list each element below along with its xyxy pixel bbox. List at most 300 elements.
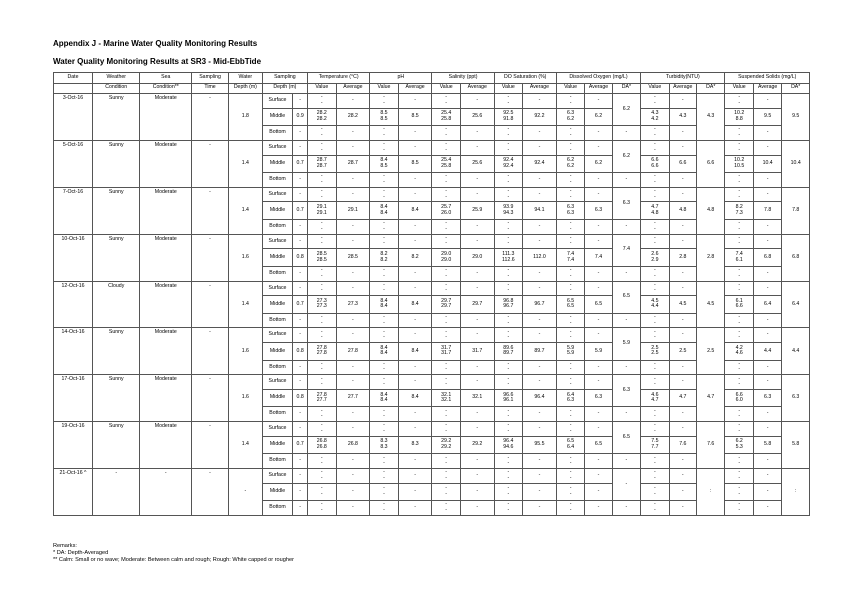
cell-value: 8.2 xyxy=(735,204,743,211)
cell-value: - xyxy=(654,287,656,294)
value-cell xyxy=(308,202,336,220)
cell-value: - xyxy=(507,319,510,326)
value-cell xyxy=(641,234,669,249)
average-cell: - xyxy=(753,126,781,141)
cell-value: - xyxy=(738,319,741,326)
average-cell: - xyxy=(398,313,432,328)
cell-value: 26.8 xyxy=(316,438,327,445)
cell-value: - xyxy=(445,94,448,101)
value-cell xyxy=(494,249,522,267)
cell-value: 112.6 xyxy=(502,256,515,263)
date-cell: 3-Oct-16 xyxy=(54,94,93,141)
value-cell xyxy=(370,375,398,390)
value-cell xyxy=(370,173,398,188)
average-cell: - xyxy=(398,219,432,234)
value-cell xyxy=(725,155,753,173)
cell-value: - xyxy=(654,454,656,461)
average-cell: 6.8 xyxy=(753,249,781,267)
value-cell xyxy=(494,173,522,188)
value-cell xyxy=(725,234,753,249)
average-cell: - xyxy=(460,469,494,484)
cell-value: - xyxy=(445,490,448,497)
average-cell: - xyxy=(336,234,370,249)
value-cell xyxy=(308,219,336,234)
value-cell xyxy=(370,219,398,234)
value-cell xyxy=(308,249,336,267)
cell-value: 8.4 xyxy=(380,204,388,211)
average-cell: - xyxy=(585,422,612,437)
cell-value: - xyxy=(507,413,510,420)
value-cell xyxy=(725,266,753,281)
cell-value: 94.3 xyxy=(503,209,514,216)
average-cell: - xyxy=(460,281,494,296)
average-cell: - xyxy=(398,422,432,437)
value-cell xyxy=(641,501,669,516)
cell-value: - xyxy=(569,501,572,508)
value-cell xyxy=(432,328,460,343)
turbidity-da-cell: 4.5 xyxy=(697,281,725,328)
average-cell: 27.8 xyxy=(336,343,370,361)
cell-value: - xyxy=(383,474,385,481)
sampling-depth-cell: - xyxy=(293,173,308,188)
value-cell xyxy=(494,126,522,141)
average-cell: - xyxy=(398,469,432,484)
cell-value: - xyxy=(320,225,323,232)
cell-value: 6.4 xyxy=(566,391,575,398)
do-da-cell: - xyxy=(612,407,640,422)
cell-value: 92.5 xyxy=(503,110,514,117)
cell-value: 89.7 xyxy=(503,350,514,357)
cell-value: - xyxy=(445,132,448,139)
cell-value: - xyxy=(569,407,572,414)
average-cell: - xyxy=(753,173,781,188)
sea-condition-cell: Moderate xyxy=(140,140,192,187)
sampling-level-cell: Surface xyxy=(262,281,293,296)
cell-value: 4.6 xyxy=(651,391,659,398)
value-cell xyxy=(641,126,669,141)
value-cell xyxy=(725,296,753,314)
cell-value: 92.4 xyxy=(503,157,514,164)
cell-value: - xyxy=(507,407,510,414)
cell-value: 94.6 xyxy=(503,444,514,451)
cell-value: 2.6 xyxy=(651,250,659,257)
do-da-cell: - xyxy=(612,454,640,469)
value-cell xyxy=(556,343,584,361)
cell-value: - xyxy=(738,287,741,294)
value-cell xyxy=(308,436,336,454)
cell-value: - xyxy=(507,454,510,461)
cell-value: - xyxy=(507,240,510,247)
cell-value: - xyxy=(383,178,385,185)
average-cell: - xyxy=(398,94,432,109)
sampling-depth-cell: - xyxy=(293,360,308,375)
cell-value: 8.4 xyxy=(380,157,388,164)
cell-value: - xyxy=(738,360,741,367)
value-cell xyxy=(725,94,753,109)
sampling-depth-cell: - xyxy=(293,94,308,109)
sampling-depth-cell: - xyxy=(293,422,308,437)
do-da-cell: - xyxy=(612,469,640,501)
cell-value: - xyxy=(445,469,448,476)
cell-value: - xyxy=(569,94,572,101)
average-cell: 4.5 xyxy=(669,296,696,314)
value-cell xyxy=(494,108,522,126)
cell-value: - xyxy=(654,328,656,335)
cell-value: 28.2 xyxy=(316,110,327,117)
cell-value: 4.3 xyxy=(651,110,659,117)
water-depth-cell: 1.6 xyxy=(228,234,262,281)
value-cell xyxy=(432,249,460,267)
cell-value: - xyxy=(445,188,448,194)
value-cell xyxy=(494,454,522,469)
column-subheader: DA* xyxy=(782,83,810,94)
average-cell: - xyxy=(336,469,370,484)
cell-value: 5.9 xyxy=(566,350,575,357)
cell-value: - xyxy=(507,313,510,320)
average-cell: - xyxy=(753,469,781,484)
cell-value: - xyxy=(654,501,656,508)
average-cell: 10.4 xyxy=(753,155,781,173)
average-cell: - xyxy=(336,454,370,469)
average-cell: 112.0 xyxy=(523,249,557,267)
average-cell: - xyxy=(523,501,557,516)
cell-value: - xyxy=(569,313,572,320)
cell-value: - xyxy=(569,220,572,227)
sampling-level-cell: Bottom xyxy=(262,501,293,516)
average-cell: - xyxy=(585,375,612,390)
cell-value: - xyxy=(738,381,741,388)
cell-value: - xyxy=(738,407,741,414)
average-cell: - xyxy=(460,313,494,328)
cell-value: - xyxy=(654,132,656,139)
average-cell: 5.8 xyxy=(753,436,781,454)
cell-value: - xyxy=(569,328,572,335)
average-cell: 94.1 xyxy=(523,202,557,220)
cell-value: - xyxy=(738,188,741,194)
value-cell xyxy=(370,328,398,343)
cell-value: - xyxy=(738,375,741,382)
cell-value: - xyxy=(569,454,572,461)
value-cell xyxy=(641,407,669,422)
cell-value: - xyxy=(569,240,572,247)
cell-value: - xyxy=(320,272,323,279)
cell-value: - xyxy=(507,287,510,294)
appendix-title: Appendix J - Marine Water Quality Monitoring Results xyxy=(53,39,258,48)
cell-value: - xyxy=(569,319,572,326)
cell-value: - xyxy=(445,146,448,153)
sampling-depth-cell: 0.7 xyxy=(293,296,308,314)
average-cell: 6.2 xyxy=(585,108,612,126)
cell-value: 111.3 xyxy=(502,250,515,257)
cell-value: - xyxy=(654,460,656,467)
average-cell: - xyxy=(460,187,494,202)
average-cell: - xyxy=(669,422,696,437)
cell-value: 28.5 xyxy=(316,250,327,257)
sampling-level-cell: Surface xyxy=(262,328,293,343)
cell-value: 2.9 xyxy=(651,256,659,263)
sampling-level-cell: Middle xyxy=(262,296,293,314)
cell-value: 27.3 xyxy=(316,303,327,310)
cell-value: - xyxy=(445,319,448,326)
cell-value: - xyxy=(738,240,741,247)
cell-value: - xyxy=(654,126,656,133)
cell-value: - xyxy=(507,94,510,101)
average-cell: - xyxy=(585,219,612,234)
average-cell: - xyxy=(753,266,781,281)
average-cell: - xyxy=(460,94,494,109)
cell-value: - xyxy=(383,334,385,341)
average-cell: - xyxy=(398,360,432,375)
average-cell: - xyxy=(523,219,557,234)
cell-value: - xyxy=(654,422,656,429)
average-cell: - xyxy=(336,187,370,202)
average-cell: - xyxy=(585,501,612,516)
average-cell: 89.7 xyxy=(523,343,557,361)
cell-value: 6.2 xyxy=(566,115,575,122)
cell-value: 4.8 xyxy=(651,209,659,216)
average-cell: - xyxy=(585,360,612,375)
average-cell: - xyxy=(398,266,432,281)
value-cell xyxy=(432,266,460,281)
average-cell: - xyxy=(523,469,557,484)
average-cell: - xyxy=(336,328,370,343)
value-cell xyxy=(370,249,398,267)
average-cell: 6.5 xyxy=(585,436,612,454)
cell-value: - xyxy=(507,132,510,139)
cell-value: - xyxy=(320,173,323,180)
average-cell: - xyxy=(336,140,370,155)
value-cell xyxy=(494,202,522,220)
average-cell: - xyxy=(523,140,557,155)
cell-value: - xyxy=(445,281,448,288)
cell-value: - xyxy=(445,474,448,481)
cell-value: - xyxy=(383,173,385,180)
cell-value: 29.0 xyxy=(441,256,452,263)
column-subheader: Value xyxy=(725,83,753,94)
average-cell: 8.2 xyxy=(398,249,432,267)
average-cell: - xyxy=(669,483,696,501)
value-cell xyxy=(641,313,669,328)
average-cell: 7.8 xyxy=(753,202,781,220)
cell-value: - xyxy=(445,220,448,227)
weather-cell: Cloudy xyxy=(93,281,140,328)
value-cell xyxy=(308,328,336,343)
sampling-level-cell: Surface xyxy=(262,422,293,437)
value-cell xyxy=(432,173,460,188)
turbidity-da-cell: 7.6 xyxy=(697,422,725,469)
date-cell: 21-Oct-16 ^ xyxy=(54,469,93,516)
sampling-level-cell: Bottom xyxy=(262,126,293,141)
cell-value: - xyxy=(738,501,741,508)
value-cell xyxy=(556,375,584,390)
cell-value: - xyxy=(569,272,572,279)
cell-value: 4.7 xyxy=(651,397,659,404)
cell-value: 28.2 xyxy=(316,115,327,122)
average-cell: - xyxy=(669,234,696,249)
sampling-time-cell: - xyxy=(192,281,229,328)
cell-value: - xyxy=(507,381,510,388)
column-subheader: Value xyxy=(494,83,522,94)
cell-value: - xyxy=(569,193,572,200)
remarks xyxy=(53,543,294,565)
average-cell: 28.2 xyxy=(336,108,370,126)
cell-value: 6.2 xyxy=(735,438,743,445)
average-cell: - xyxy=(753,140,781,155)
average-cell: - xyxy=(336,313,370,328)
cell-value: - xyxy=(507,490,510,497)
cell-value: - xyxy=(507,366,510,373)
cell-value: - xyxy=(738,267,741,274)
cell-value: - xyxy=(654,360,656,367)
cell-value: 8.2 xyxy=(380,256,388,263)
average-cell: - xyxy=(523,454,557,469)
value-cell xyxy=(725,454,753,469)
value-cell xyxy=(641,436,669,454)
average-cell: - xyxy=(669,501,696,516)
value-cell xyxy=(308,94,336,109)
value-cell xyxy=(432,407,460,422)
average-cell: 92.4 xyxy=(523,155,557,173)
water-depth-cell: - xyxy=(228,469,262,516)
sea-condition-cell: Moderate xyxy=(140,187,192,234)
sampling-depth-cell: 0.7 xyxy=(293,202,308,220)
cell-value: - xyxy=(445,334,448,341)
average-cell: - xyxy=(669,187,696,202)
cell-value: 8.5 xyxy=(380,110,388,117)
average-cell: 6.6 xyxy=(669,155,696,173)
cell-value: - xyxy=(569,225,572,232)
cell-value: - xyxy=(507,334,510,341)
value-cell xyxy=(725,483,753,501)
average-cell: - xyxy=(585,187,612,202)
cell-value: 6.5 xyxy=(566,297,575,304)
value-cell xyxy=(494,94,522,109)
remark-da: * DA: Depth-Averaged xyxy=(53,550,109,557)
cell-value: 27.7 xyxy=(316,397,327,404)
sampling-depth-cell: - xyxy=(293,234,308,249)
cell-value: - xyxy=(383,407,385,414)
column-subheader: Value xyxy=(308,83,336,94)
average-cell: 6.2 xyxy=(585,155,612,173)
average-cell: - xyxy=(753,94,781,109)
value-cell xyxy=(556,219,584,234)
cell-value: - xyxy=(569,474,572,481)
value-cell xyxy=(556,140,584,155)
column-header: Suspended Solids (mg/L) xyxy=(725,73,810,84)
column-header: Sampling xyxy=(262,73,307,84)
weather-cell: Sunny xyxy=(93,422,140,469)
cell-value: - xyxy=(320,319,323,326)
cell-value: 31.7 xyxy=(441,350,452,357)
cell-value: 91.8 xyxy=(503,115,514,122)
cell-value: - xyxy=(654,146,656,153)
value-cell xyxy=(641,483,669,501)
cell-value: 29.7 xyxy=(441,297,452,304)
cell-value: - xyxy=(445,366,448,373)
average-cell: - xyxy=(460,219,494,234)
ss-da-cell: 9.5 xyxy=(782,94,810,141)
cell-value: 28.7 xyxy=(316,162,327,169)
value-cell xyxy=(370,108,398,126)
cell-value: - xyxy=(445,173,448,180)
cell-value: 8.4 xyxy=(380,344,388,351)
cell-value: - xyxy=(569,141,572,148)
cell-value: - xyxy=(507,267,510,274)
cell-value: - xyxy=(383,485,385,492)
value-cell xyxy=(725,422,753,437)
sampling-time-cell: - xyxy=(192,140,229,187)
average-cell: - xyxy=(669,454,696,469)
cell-value: 10.5 xyxy=(734,162,745,169)
cell-value: 96.8 xyxy=(503,297,514,304)
value-cell xyxy=(432,343,460,361)
cell-value: 7.4 xyxy=(566,250,575,257)
column-header: Sampling xyxy=(192,73,229,84)
sampling-level-cell: Surface xyxy=(262,469,293,484)
value-cell xyxy=(556,483,584,501)
cell-value: - xyxy=(654,469,656,476)
cell-value: - xyxy=(654,319,656,326)
column-subheader: Value xyxy=(370,83,398,94)
average-cell: - xyxy=(460,360,494,375)
do-da-cell: 5.9 xyxy=(612,328,640,360)
cell-value: - xyxy=(738,422,741,429)
sampling-level-cell: Surface xyxy=(262,140,293,155)
sampling-level-cell: Surface xyxy=(262,187,293,202)
value-cell xyxy=(725,187,753,202)
cell-value: - xyxy=(445,126,448,133)
value-cell xyxy=(494,234,522,249)
weather-cell: Sunny xyxy=(93,328,140,375)
cell-value: - xyxy=(320,287,323,294)
average-cell: - xyxy=(585,407,612,422)
sampling-depth-cell: - xyxy=(293,469,308,484)
cell-value: - xyxy=(507,141,510,148)
cell-value: - xyxy=(320,507,323,514)
value-cell xyxy=(641,328,669,343)
cell-value: 6.5 xyxy=(566,303,575,310)
turbidity-da-cell: 2.5 xyxy=(697,328,725,375)
value-cell xyxy=(725,108,753,126)
sampling-depth-cell: 0.7 xyxy=(293,155,308,173)
value-cell xyxy=(370,313,398,328)
cell-value: - xyxy=(738,272,741,279)
cell-value: - xyxy=(320,267,323,274)
average-cell: - xyxy=(336,126,370,141)
column-subheader xyxy=(54,83,93,94)
value-cell xyxy=(308,313,336,328)
column-subheader: Average xyxy=(753,83,781,94)
value-cell xyxy=(494,469,522,484)
water-depth-cell: 1.4 xyxy=(228,187,262,234)
value-cell xyxy=(556,436,584,454)
value-cell xyxy=(432,202,460,220)
ss-da-cell: 10.4 xyxy=(782,140,810,187)
cell-value: - xyxy=(738,225,741,232)
value-cell xyxy=(308,454,336,469)
value-cell xyxy=(432,94,460,109)
ss-da-cell: 5.8 xyxy=(782,422,810,469)
value-cell xyxy=(370,407,398,422)
column-header: Temperature (°C) xyxy=(308,73,370,84)
turbidity-da-cell: 2.8 xyxy=(697,234,725,281)
cell-value: - xyxy=(383,469,385,476)
average-cell: 25.6 xyxy=(460,155,494,173)
value-cell xyxy=(556,501,584,516)
cell-value: - xyxy=(507,272,510,279)
value-cell xyxy=(308,375,336,390)
sampling-time-cell: - xyxy=(192,375,229,422)
